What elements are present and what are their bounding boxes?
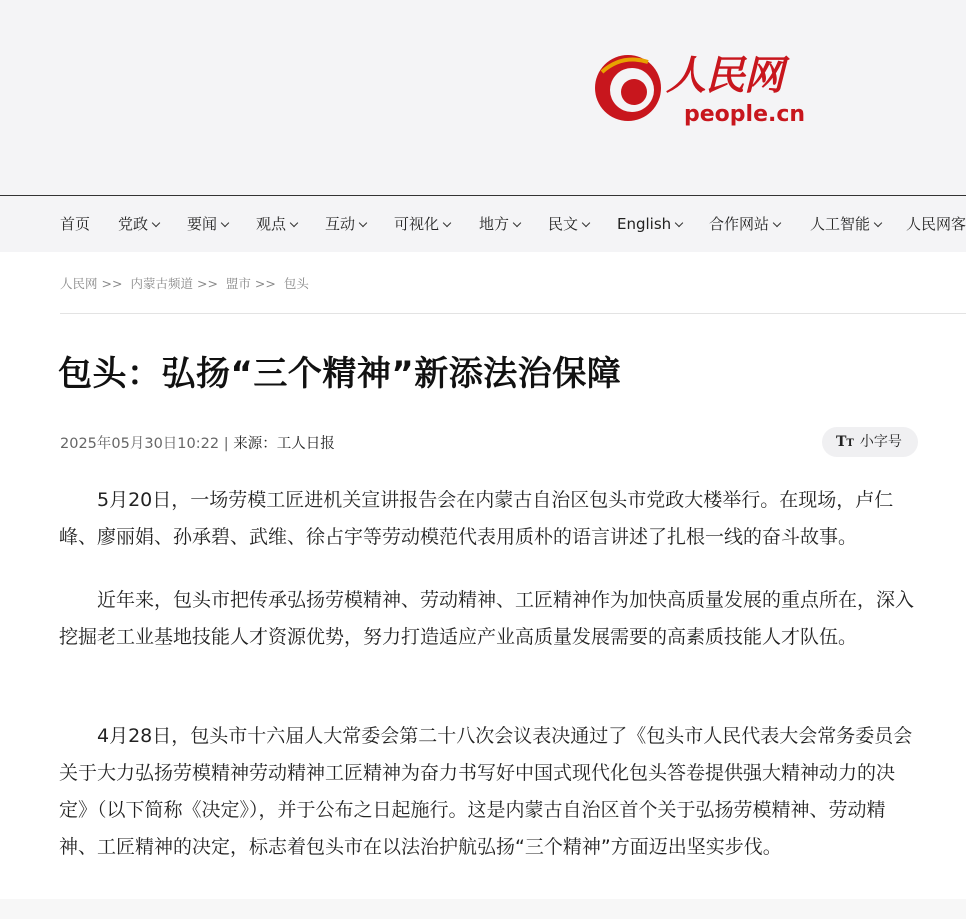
nav-item-party[interactable]: 党政 bbox=[118, 213, 159, 235]
page-bottom-band bbox=[0, 899, 966, 919]
font-size-toggle-button[interactable] bbox=[822, 427, 918, 457]
article-source: 来源：工人日报 bbox=[233, 436, 335, 452]
breadcrumb-separator: >> bbox=[101, 276, 123, 291]
breadcrumb-link-innermongolia[interactable]: 内蒙古频道 bbox=[130, 276, 193, 291]
nav-item-partners[interactable]: 合作网站 bbox=[709, 213, 780, 235]
breadcrumb bbox=[60, 274, 313, 292]
meta-separator: | bbox=[223, 436, 229, 452]
nav-item-news[interactable]: 要闻 bbox=[187, 213, 228, 235]
nav-item-interact[interactable]: 互动 bbox=[325, 213, 366, 235]
chevron-down-icon bbox=[773, 219, 781, 227]
breadcrumb-link-baotou[interactable]: 包头 bbox=[283, 276, 309, 291]
chevron-down-icon bbox=[513, 219, 521, 227]
nav-item-local[interactable]: 地方 bbox=[479, 213, 520, 235]
main-nav bbox=[0, 196, 966, 252]
publish-date: 2025年05月30日10:22 bbox=[60, 436, 220, 452]
breadcrumb-divider bbox=[60, 313, 966, 314]
article-title: 包头：弘扬“三个精神”新添法治保障 bbox=[58, 354, 622, 394]
nav-item-client[interactable]: 人民网客 bbox=[906, 215, 966, 233]
logo-text-cn: 人民网 bbox=[666, 52, 783, 99]
chevron-down-icon bbox=[582, 219, 590, 227]
logo-text-en: people.cn bbox=[684, 102, 806, 127]
nav-item-home[interactable]: 首页 bbox=[60, 215, 91, 233]
people-logo[interactable] bbox=[592, 50, 812, 136]
font-size-icon: TT bbox=[836, 434, 854, 450]
nav-item-english[interactable]: English bbox=[617, 213, 682, 235]
nav-item-visual[interactable]: 可视化 bbox=[394, 213, 450, 235]
breadcrumb-link-cities[interactable]: 盟市 bbox=[225, 276, 251, 291]
article-paragraph: 近年来，包头市把传承弘扬劳模精神、劳动精神、工匠精神作为加快高质量发展的重点所在，深入挖掘老工业基地技能人才资源优势，努力打造适应产业高质量发展需要的高素质技能人才队伍。 bbox=[59, 589, 915, 648]
nav-item-opinion[interactable]: 观点 bbox=[256, 213, 297, 235]
chevron-down-icon bbox=[290, 219, 298, 227]
article-meta bbox=[60, 432, 335, 453]
nav-item-ai[interactable]: 人工智能 bbox=[810, 213, 881, 235]
chevron-down-icon bbox=[359, 219, 367, 227]
article-paragraph: 5月20日，一场劳模工匠进机关宣讲报告会在内蒙古自治区包头市党政大楼举行。在现场，卢仁峰、廖丽娟、孙承碧、武维、徐占宇等劳动模范代表用质朴的语言讲述了扎根一线的奋斗故事。 bbox=[59, 489, 894, 548]
chevron-down-icon bbox=[443, 219, 451, 227]
chevron-down-icon bbox=[221, 219, 229, 227]
chevron-down-icon bbox=[152, 219, 160, 227]
site-header bbox=[0, 0, 966, 195]
breadcrumb-separator: >> bbox=[196, 276, 218, 291]
breadcrumb-separator: >> bbox=[254, 276, 276, 291]
logo-swirl-icon bbox=[592, 52, 664, 124]
font-size-label: 小字号 bbox=[859, 434, 902, 450]
nav-item-ethnic[interactable]: 民文 bbox=[548, 213, 589, 235]
chevron-down-icon bbox=[675, 219, 683, 227]
chevron-down-icon bbox=[874, 219, 882, 227]
article-paragraph: 4月28日，包头市十六届人大常委会第二十八次会议表决通过了《包头市人民代表大会常务委员会关于大力弘扬劳模精神劳动精神工匠精神为奋力书写好中国式现代化包头答卷提供强大精神动力的决定》（以下简称《决定》），并于公布之日起施行。这是内蒙古自治区首个关于弘扬劳模精神、劳动精神、工匠精神的决定，标志着包头市在以法治护航弘扬“三个精神”方面迈出坚实步伐。 bbox=[59, 725, 913, 858]
breadcrumb-link-people[interactable]: 人民网 bbox=[60, 276, 98, 291]
